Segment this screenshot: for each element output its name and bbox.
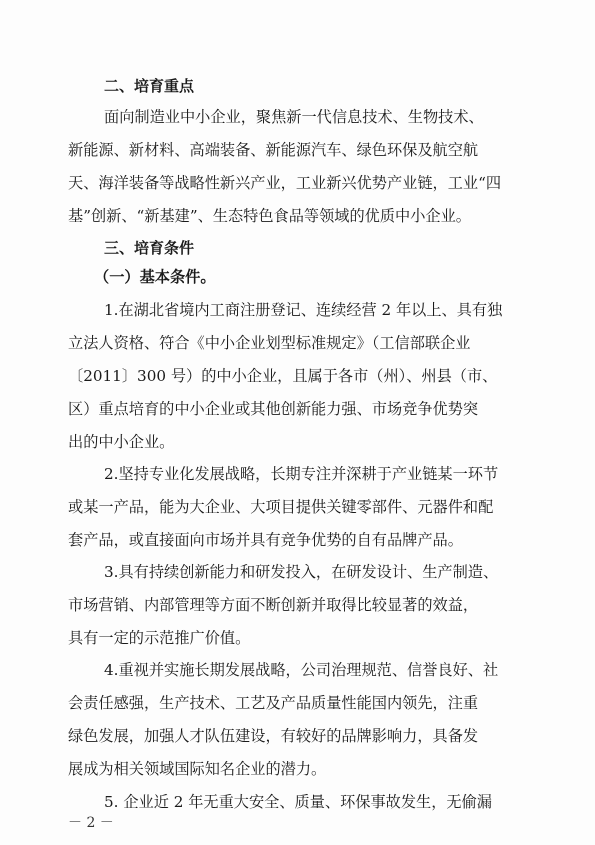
- section-heading-focus: 二、培育重点: [104, 77, 195, 95]
- paragraph-line: 出的中小企业。: [68, 433, 175, 451]
- paragraph-line: 2.坚持专业化发展战略，长期专注并深耕于产业链某一环节: [104, 465, 499, 483]
- paragraph-line: 4.重视并实施长期发展战略，公司治理规范、信誉良好、社: [104, 661, 499, 679]
- paragraph-line: 5. 企业近 2 年无重大安全、质量、环保事故发生，无偷漏: [104, 793, 492, 811]
- paragraph-line: 1.在湖北省境内工商注册登记、连续经营 2 年以上、具有独: [104, 301, 503, 319]
- paragraph-line: 基”创新、“新基建”、生态特色食品等领域的优质中小企业。: [68, 207, 471, 225]
- paragraph-line: 套产品，或直接面向市场并具有竞争优势的自有品牌产品。: [68, 531, 463, 549]
- paragraph-line: 区）重点培育的中小企业或其他创新能力强、市场竞争优势突: [68, 400, 479, 418]
- paragraph-line: 绿色发展，加强人才队伍建设，有较好的品牌影响力，具备发: [68, 727, 479, 745]
- paragraph-line: 展成为相关领域国际知名企业的潜力。: [68, 760, 327, 778]
- paragraph-line: 新能源、新材料、高端装备、新能源汽车、绿色环保及航空航: [68, 141, 479, 159]
- paragraph-line: 3.具有持续创新能力和研发投入，在研发设计、生产制造、: [104, 563, 499, 581]
- paragraph-line: 市场营销、内部管理等方面不断创新并取得比较显著的效益，: [68, 596, 479, 614]
- subsection-heading-basic: （一）基本条件。: [94, 268, 216, 286]
- page-number: － 2 －: [68, 815, 114, 831]
- paragraph-line: 会责任感强，生产技术、工艺及产品质量性能国内领先，注重: [68, 694, 479, 712]
- paragraph-line: 〔2011〕300 号）的中小企业，且属于各市（州）、州县（市、: [68, 367, 498, 385]
- paragraph-line: 或某一产品，能为大企业、大项目提供关键零部件、元器件和配: [68, 498, 494, 516]
- paragraph-line: 具有一定的示范推广价值。: [68, 629, 251, 647]
- paragraph-line: 立法人资格、符合《中小企业划型标准规定》（工信部联企业: [68, 334, 471, 352]
- paragraph-line: 天、海洋装备等战略性新兴产业，工业新兴优势产业链，工业“四: [68, 174, 502, 192]
- paragraph-line: 面向制造业中小企业，聚焦新一代信息技术、生物技术、: [104, 108, 484, 126]
- section-heading-conditions: 三、培育条件: [104, 239, 195, 257]
